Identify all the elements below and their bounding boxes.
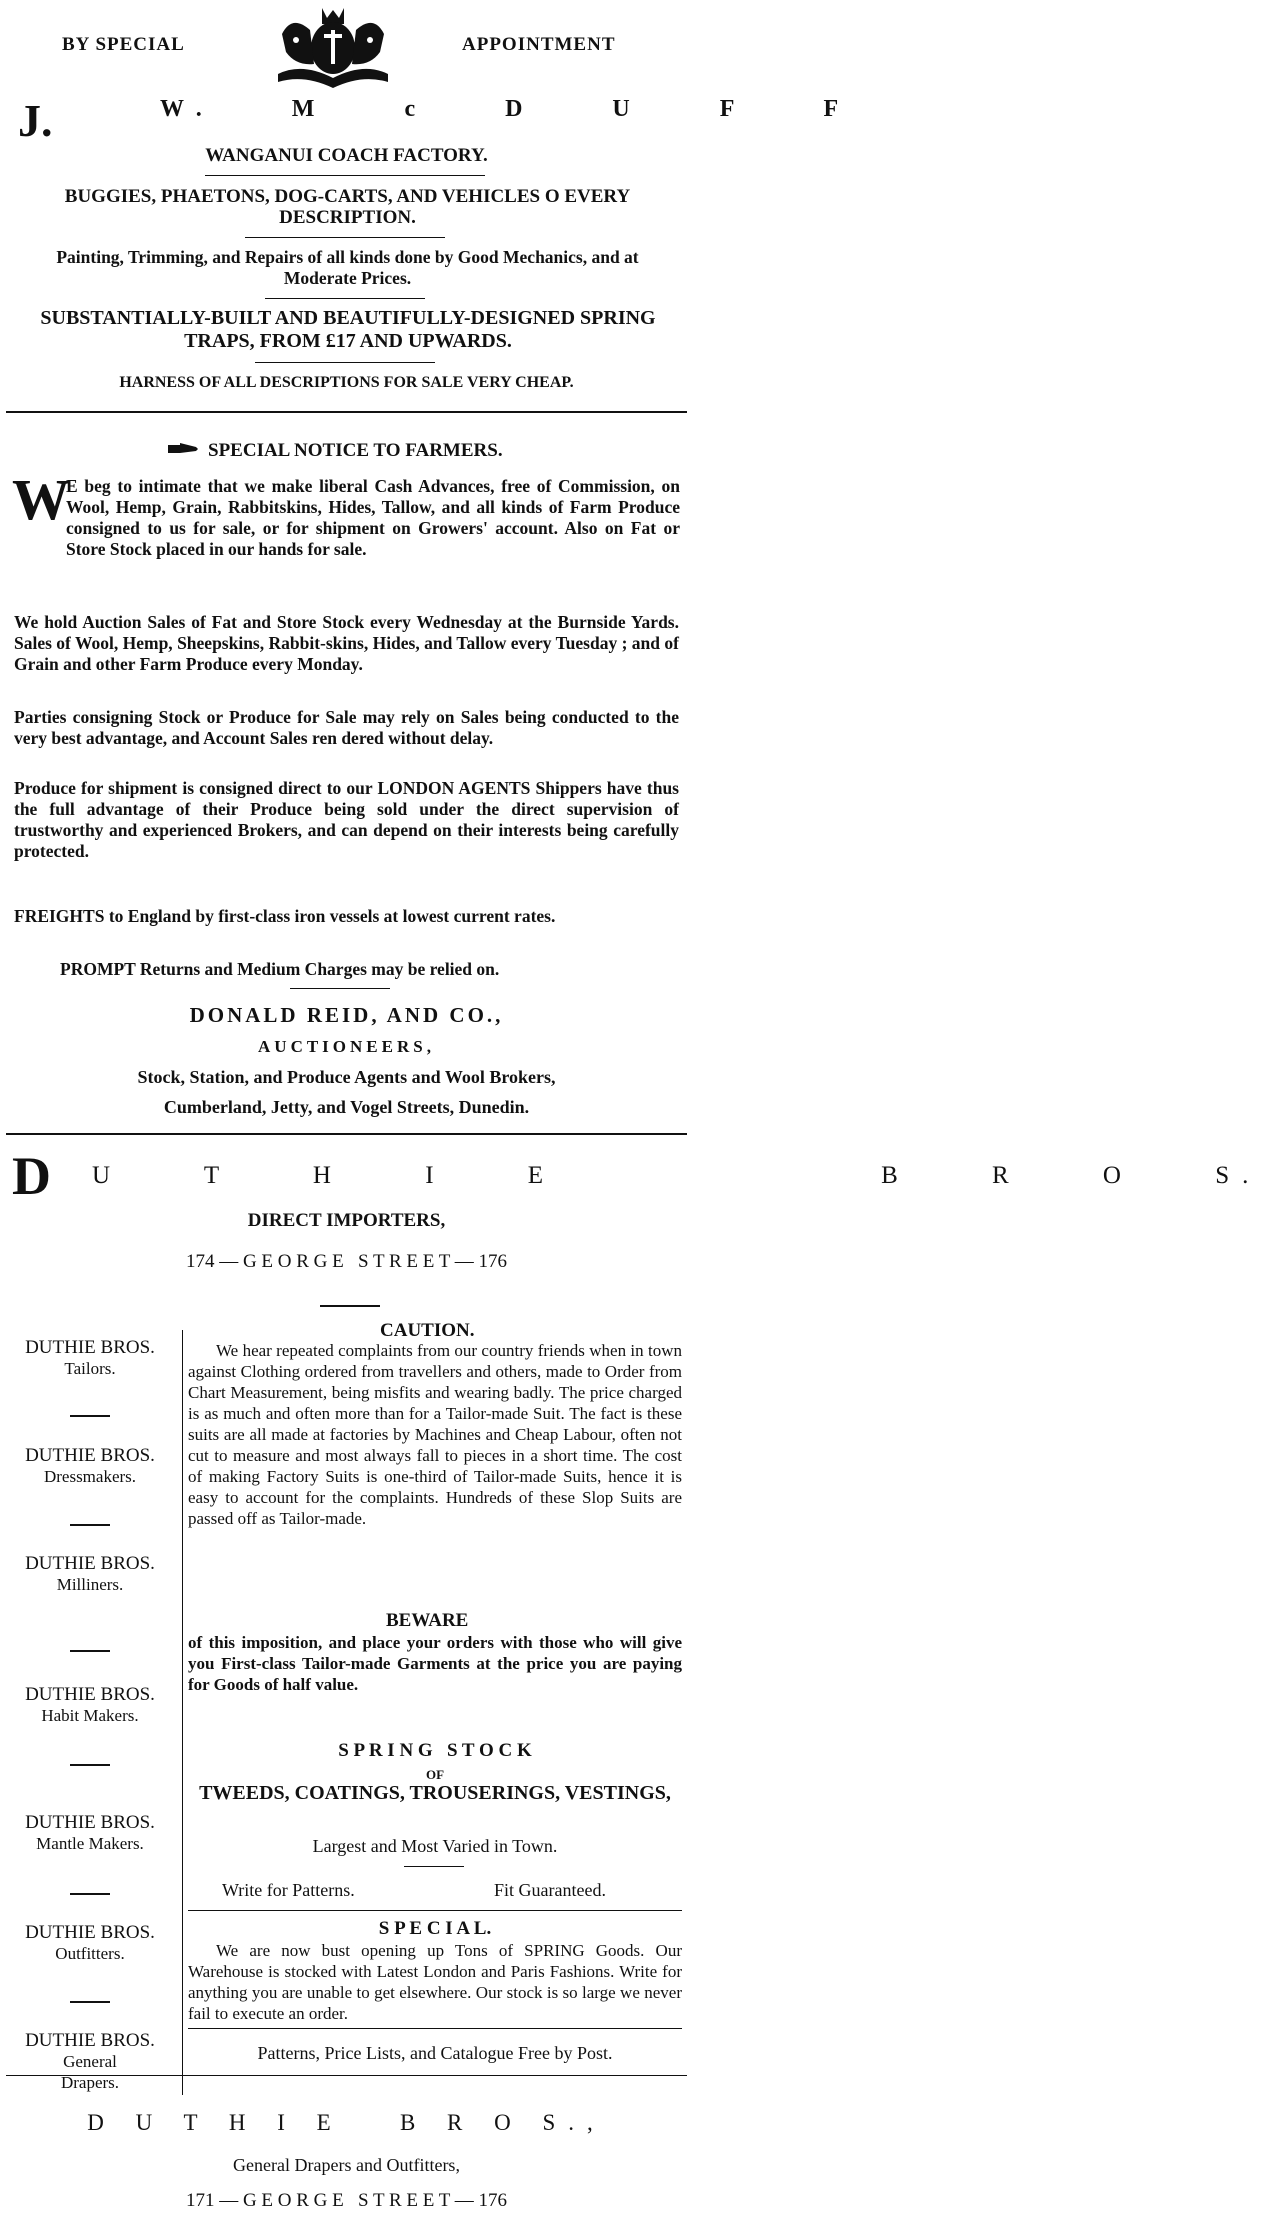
paragraph-advances: E beg to intimate that we make liberal Cash Advances, free of Commission, on Wool, Hemp, Grain, Rabbitskins, Hides, Tallow, and all kinds of Farm Produce consigned to us for sale, or for shipment on Growers' account. Also on Fat or Store Stock placed in our hands for sale.	[66, 476, 680, 559]
duthie-title: U T H I E B R O S.	[92, 1162, 1261, 1189]
divider	[245, 237, 445, 238]
column-divider	[182, 1330, 183, 2095]
tweeds-heading: TWEEDS, COATINGS, TROUSERINGS, VESTINGS,	[199, 1782, 671, 1804]
beware-text: of this imposition, and place your orders with those who will give you First-class Tailor-made Garments at the price you are paying for Goods of half value.	[188, 1633, 682, 1694]
sidebar-dash	[70, 1650, 110, 1652]
by-special-label: BY SPECIAL	[62, 34, 185, 55]
free-by-post-text: Patterns, Price Lists, and Catalogue Free by Post.	[257, 2043, 613, 2063]
special-heading: S P E C I A L.	[378, 1918, 492, 1939]
sidebar-name: DUTHIE BROS.	[25, 1553, 155, 1574]
sidebar-trade: General Drapers.	[60, 2052, 120, 2092]
sidebar-mantle-makers	[0, 1812, 180, 1854]
sidebar-dash	[70, 1893, 110, 1895]
appointment-label: APPOINTMENT	[462, 34, 616, 55]
divider	[205, 175, 485, 176]
direct-importers: DIRECT IMPORTERS,	[247, 1210, 446, 1231]
footer-george-street: 171 — G E O R G E S T R E E T — 176	[185, 2190, 508, 2211]
caution-heading: CAUTION.	[380, 1320, 475, 1341]
beware-heading: BEWARE	[386, 1610, 469, 1631]
spring-traps-heading: SUBSTANTIALLY-BUILT AND BEAUTIFULLY-DESIGNED SPRING TRAPS, FROM £17 AND UPWARDS.	[40, 307, 656, 352]
sidebar-dash	[70, 1415, 110, 1417]
caution-text: We hear repeated complaints from our country friends when in town against Clothing ordered from travellers and others, made to Order from Chart Measurement, being misfits and wearing badly. The price charged is as much and often more than for a Tailor-made Suit. The fact is these suits are all made at factories by Machines and Cheap Labour, often not cut to measure and most always fall to pieces in a short time. The cost of making Factory Suits is one-third of Tailor-made Suits, hence it is easy to account for the complaints. Hundreds of these Slop Suits are passed off as Tailor-made.	[188, 1341, 682, 1528]
sidebar-dash	[70, 2001, 110, 2003]
pointing-hand-icon	[166, 441, 200, 457]
harness-heading: HARNESS OF ALL DESCRIPTIONS FOR SALE VERY CHEAP.	[119, 374, 574, 391]
divider	[255, 362, 435, 363]
sidebar-dressmakers	[0, 1445, 180, 1487]
sidebar-name: DUTHIE BROS.	[25, 1337, 155, 1358]
section-rule	[6, 1133, 687, 1135]
footer-drapers-outfitters: General Drapers and Outfitters,	[233, 2155, 460, 2175]
sidebar-trade: Mantle Makers.	[36, 1834, 144, 1853]
spring-stock-heading: S P R I N G S T O C K	[338, 1740, 532, 1761]
mcduff-name: W. M c D U F F	[160, 96, 853, 122]
sidebar-trade: Tailors.	[64, 1359, 116, 1378]
drop-cap-w: W	[12, 467, 70, 532]
royal-crest-emblem	[272, 4, 394, 90]
sidebar-name: DUTHIE BROS.	[25, 1812, 155, 1833]
sidebar-trade: Habit Makers.	[41, 1706, 139, 1725]
paragraph-shipment: Produce for shipment is consigned direct to our LONDON AGENTS Shippers have thus the full advantage of their Produce being sold under the direct supervision of trustworthy and experienced Brokers, and can depend on their interests being carefully protected.	[14, 778, 679, 861]
paragraph-prompt: PROMPT Returns and Medium Charges may be relied on.	[60, 959, 500, 979]
divider	[320, 1305, 380, 1307]
agents-line: Stock, Station, and Produce Agents and Wool Brokers,	[137, 1067, 556, 1087]
of-label: OF	[425, 1767, 445, 1782]
divider	[265, 298, 425, 299]
george-street-address: 174 — G E O R G E S T R E E T — 176	[185, 1251, 508, 1272]
coach-factory-heading: WANGANUI COACH FACTORY.	[205, 145, 488, 166]
sidebar-dash	[70, 1524, 110, 1526]
paragraph-consigning: Parties consigning Stock or Produce for Sale may rely on Sales being conducted to the very best advantage, and Account Sales ren dered without delay.	[14, 707, 679, 748]
footer-rule	[6, 2075, 687, 2076]
duthie-drop-d: D	[12, 1146, 51, 1206]
sidebar-trade: Outfitters.	[55, 1944, 125, 1963]
divider	[404, 1866, 464, 1867]
divider	[290, 988, 390, 989]
paragraph-auctions: We hold Auction Sales of Fat and Store Stock every Wednesday at the Burnside Yards. Sales of Wool, Hemp, Sheepskins, Rabbit-skins, Hides, and Tallow every Tuesday ; and of Grain and other Farm Produce every Monday.	[14, 612, 679, 674]
sidebar-dash	[70, 1764, 110, 1766]
sidebar-name: DUTHIE BROS.	[25, 1922, 155, 1943]
footer-duthie-title: D U T H I E B R O S.,	[87, 2110, 606, 2135]
special-text: We are now bust opening up Tons of SPRING Goods. Our Warehouse is stocked with Latest London and Paris Fashions. Write for anything you are unable to get elsewhere. Our stock is so large we never fail to execute an order.	[188, 1941, 682, 2023]
painting-text: Painting, Trimming, and Repairs of all kinds done by Good Mechanics, and at Moderate Prices.	[56, 247, 639, 288]
auctioneers-label: AUCTIONEERS,	[258, 1037, 435, 1056]
reid-address: Cumberland, Jetty, and Vogel Streets, Dunedin.	[163, 1097, 530, 1117]
sidebar-name: DUTHIE BROS.	[25, 1684, 155, 1705]
sidebar-outfitters	[0, 1922, 180, 1964]
sidebar-habit-makers	[0, 1684, 180, 1726]
section-rule	[6, 411, 687, 413]
sidebar-tailors	[0, 1337, 180, 1379]
divider	[188, 2028, 682, 2029]
divider	[188, 1910, 682, 1911]
donald-reid-firm: DONALD REID, AND CO.,	[189, 1003, 504, 1027]
farmers-notice-heading: SPECIAL NOTICE TO FARMERS.	[208, 440, 503, 461]
fit-guaranteed: Fit Guaranteed.	[494, 1880, 606, 1900]
sidebar-general-drapers	[0, 2030, 180, 2093]
initial-j: J.	[18, 95, 53, 146]
sidebar-name: DUTHIE BROS.	[25, 1445, 155, 1466]
sidebar-name: DUTHIE BROS.	[25, 2030, 155, 2051]
sidebar-trade: Dressmakers.	[43, 1467, 137, 1486]
sidebar-trade: Milliners.	[56, 1575, 124, 1594]
vehicles-heading: BUGGIES, PHAETONS, DOG-CARTS, AND VEHICLES O EVERY DESCRIPTION.	[64, 186, 631, 228]
write-for-patterns: Write for Patterns.	[222, 1880, 355, 1900]
sidebar-milliners	[0, 1553, 180, 1595]
largest-varied-text: Largest and Most Varied in Town.	[312, 1836, 558, 1856]
paragraph-freights: FREIGHTS to England by first-class iron vessels at lowest current rates.	[14, 906, 556, 926]
